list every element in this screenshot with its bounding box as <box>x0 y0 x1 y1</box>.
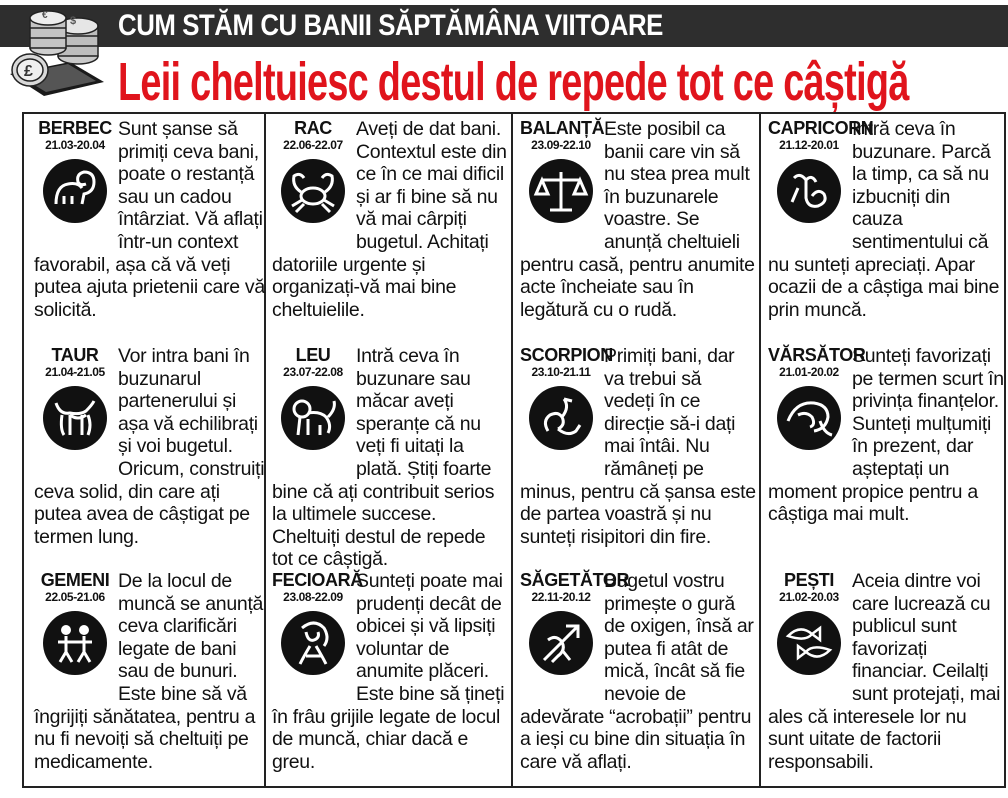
sign-text: Sunteți favorizați pe termen scurt în privința finanțelor. Sunteți mulțumiți în prezent, dar așteptați un moment propice pentru a câștiga mai mult. <box>768 345 1004 526</box>
sign-name: PEȘTI <box>783 570 834 590</box>
sign-text: Intră ceva în buzunare. Parcă la timp, ca să nu izbucniți din cauza sentimentului că nu sunteți apreciați. Apar ocazii de a câștiga mai bine prin muncă. <box>768 118 1000 321</box>
sign-entry-capricorn <box>768 118 1004 340</box>
sign-dates: 23.10-21.11 <box>531 365 591 379</box>
cancer-icon <box>280 158 346 224</box>
aquarius-icon <box>776 385 842 451</box>
sagittarius-icon <box>528 610 594 676</box>
sign-name: BERBEC <box>38 118 112 138</box>
pisces-icon <box>776 610 842 676</box>
sign-dates: 21.02-20.03 <box>779 590 839 604</box>
sign-entry-balanta <box>520 118 756 340</box>
virgo-icon <box>280 610 346 676</box>
sign-text: Sunt șanse să primiți ceva bani, poate o restanță sau un cadou întârziat. Vă aflați într-un context favorabil, așa că vă veți putea ajuta prietenii care vă solicită. <box>34 118 265 321</box>
sign-dates: 21.12-20.01 <box>779 138 839 152</box>
sign-dates: 22.06-22.07 <box>283 138 343 152</box>
sign-entry-fecioara <box>272 570 508 792</box>
sign-text: Aceia dintre voi care lucrează cu publicul sunt favorizați financiar. Ceilalți sunt protejați, mai ales că interesele lor nu sunt uitate de factorii responsabili. <box>768 570 1001 773</box>
sign-dates: 23.07-22.08 <box>283 365 343 379</box>
sign-name: LEU <box>295 345 331 365</box>
sign-entry-leu <box>272 345 508 571</box>
sign-dates: 23.08-22.09 <box>283 590 343 604</box>
sign-dates: 22.11-20.12 <box>531 590 591 604</box>
sign-text: Intră ceva în buzunare sau măcar aveți speranțe că nu veți fi uitați la plată. Știți foarte bine că ați contribuit serios la ultimele succese. Cheltuiți destul de repede tot ce câștigă. <box>272 345 495 571</box>
sign-text: Vor intra bani în buzunarul partenerului și așa vă echilibrați și voi bugetul. Oricum, construiți ceva solid, din care ați putea avea de câștigat pe termen lung. <box>34 345 265 548</box>
sign-dates: 22.05-21.06 <box>45 590 105 604</box>
sign-entry-sagetator <box>520 570 756 792</box>
sign-dates: 21.03-20.04 <box>45 138 105 152</box>
sign-entry-scorpion <box>520 345 756 567</box>
sign-entry-taur <box>34 345 270 567</box>
column-divider <box>511 112 513 788</box>
sign-text: De la locul de muncă se anunță ceva clarificări legate de bani sau de bunuri. Este bine să vă îngrijiți sănătatea, pentru a nu fi nevoiți să cheltuiți pe medicamente. <box>34 570 264 773</box>
libra-icon <box>528 158 594 224</box>
sign-entry-varsator <box>768 345 1004 567</box>
sign-dates: 21.01-20.02 <box>779 365 839 379</box>
svg-text:£: £ <box>24 63 33 80</box>
sign-text: Aveți de dat bani. Contextul este din ce în ce mai dificil și ar fi bine să nu vă mai cârpiți bugetul. Achitați datoriile urgente și organizați-vă mai bine cheltuielile. <box>272 118 507 321</box>
sign-text: Bugetul vostru primește o gură de oxigen, însă ar putea fi atât de mică, încât să fie nevoie de adevărate “acrobații” pentru a ieși cu bine din situația în care vă aflați. <box>520 570 754 773</box>
sign-text: Primiți bani, dar va trebui să vedeți în ce direcție să-i dați mai întâi. Nu rămâneți pe minus, pentru că șansa este de partea voastră și nu sunteți risipitori din fire. <box>520 345 756 548</box>
column-divider <box>759 112 761 788</box>
headline: Leii cheltuiesc destul de repede tot ce câștigă <box>118 52 909 112</box>
sign-name: RAC <box>294 118 332 138</box>
sign-name: CAPRICORN <box>768 118 874 138</box>
sign-dates: 23.09-22.10 <box>531 138 591 152</box>
taurus-icon <box>42 385 108 451</box>
sign-name: SCORPION <box>520 345 613 365</box>
leo-icon <box>280 385 346 451</box>
sign-name: FECIOARĂ <box>272 570 363 590</box>
svg-text:€: € <box>42 10 48 21</box>
capricorn-icon <box>776 158 842 224</box>
sign-entry-rac <box>272 118 508 340</box>
scorpio-icon <box>528 385 594 451</box>
section-title: CUM STĂM CU BANII SĂPTĂMÂNA VIITOARE <box>118 9 663 42</box>
sign-entry-gemeni <box>34 570 270 792</box>
sign-name: TAUR <box>51 345 99 365</box>
coins-money-icon <box>6 4 118 100</box>
sign-name: BALANȚĂ <box>520 118 605 138</box>
svg-text:$: $ <box>70 15 77 27</box>
sign-entry-berbec <box>34 118 270 340</box>
sign-entry-pesti <box>768 570 1004 792</box>
aries-icon <box>42 158 108 224</box>
sign-dates: 21.04-21.05 <box>45 365 105 379</box>
sign-text: Sunteți poate mai prudenți decât de obicei și vă lipsiți voluntar de anumite plăceri. Este bine să țineți în frâu grijile legate de locul de muncă, chiar dacă e greu. <box>272 570 505 773</box>
gemini-icon <box>42 610 108 676</box>
sign-name: VĂRSĂTOR <box>768 345 866 365</box>
sign-text: Este posibil ca banii care vin să nu stea prea mult în buzunarele voastre. Se anunță cheltuieli pentru casă, pentru anumite acte încheiate sau în legătură cu o rudă. <box>520 118 755 321</box>
sign-name: SĂGETĂTOR <box>520 570 630 590</box>
sign-name: GEMENI <box>40 570 110 590</box>
